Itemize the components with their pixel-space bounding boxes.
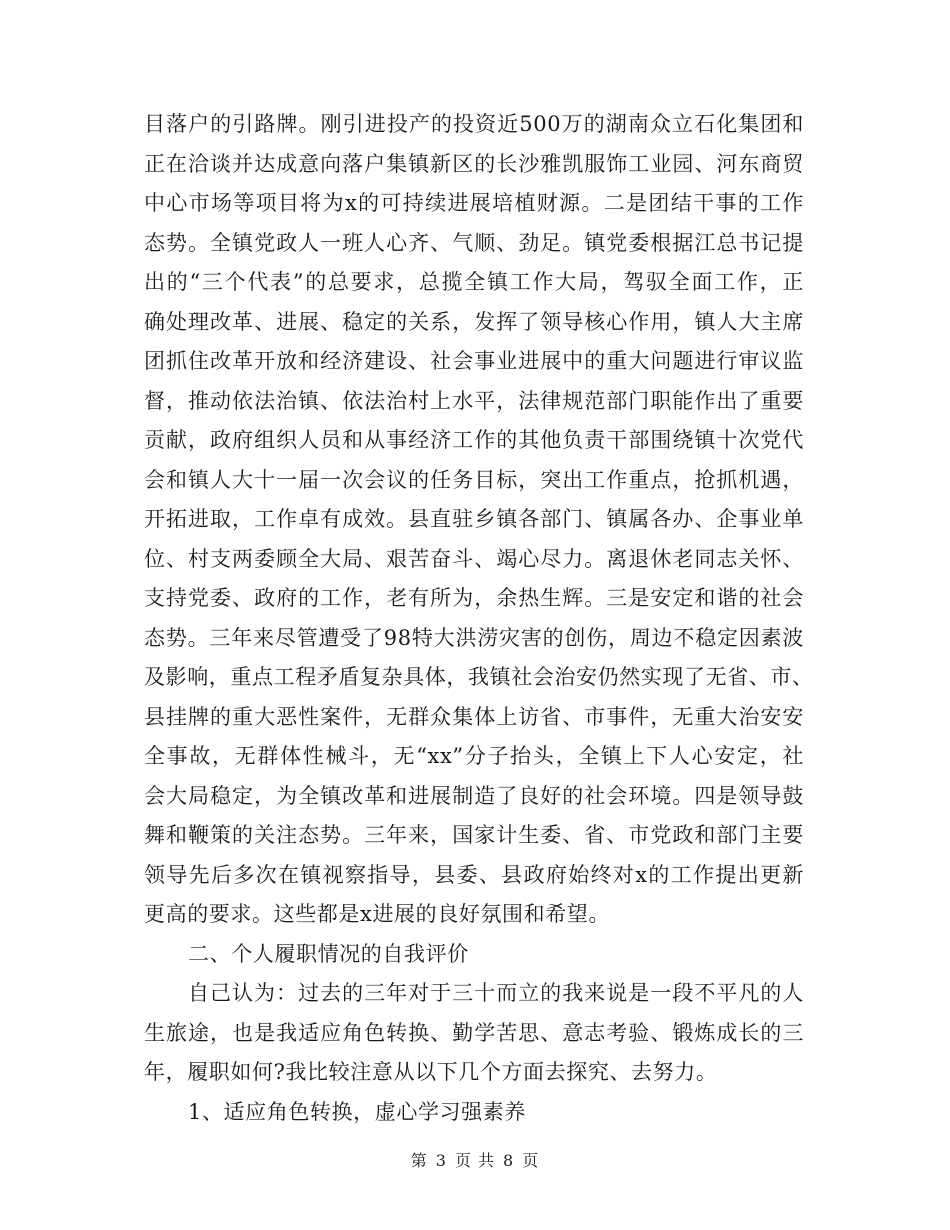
footer-total-pages: 8 [503, 1151, 515, 1170]
paragraph-line: 生旅途，也是我适应角色转换、勤学苦思、意志考验、锻炼成长的三 [144, 1020, 804, 1045]
paragraph-line: 正在洽谈并达成意向落户集镇新区的长沙雅凯服饰工业园、河东商贸 [144, 151, 804, 176]
paragraph-line: 中心市场等项目将为x的可持续进展培植财源。二是团结干事的工作 [144, 191, 804, 215]
paragraph-line: 出的“三个代表”的总要求，总揽全镇工作大局，驾驭全面工作，正 [144, 270, 804, 294]
paragraph-line: 态势。全镇党政人一班人心齐、气顺、劲足。镇党委根据江总书记提 [144, 230, 804, 255]
paragraph-line: 舞和鞭策的关注态势。三年来，国家计生委、省、市党政和部门主要 [144, 823, 804, 847]
paragraph-line: 更高的要求。这些都是x进展的良好氛围和希望。 [144, 902, 611, 926]
paragraph-line: 位、村支两委顾全大局、艰苦奋斗、竭心尽力。离退休老同志关怀、 [144, 546, 804, 571]
paragraph-line: 年，履职如何?我比较注意从以下几个方面去探究、去努力。 [144, 1060, 718, 1084]
paragraph-line: 支持党委、政府的工作，老有所为，余热生辉。三是安定和谐的社会 [144, 586, 804, 610]
document-body [144, 105, 814, 1132]
paragraph-line: 开拓进取，工作卓有成效。县直驻乡镇各部门、镇属各办、企事业单 [144, 507, 804, 531]
paragraph-line: 目落户的引路牌。刚引进投产的投资近500万的湖南众立石化集团和 [144, 112, 804, 136]
paragraph-line: 会大局稳定，为全镇改革和进展制造了良好的社会环境。四是领导鼓 [144, 783, 804, 808]
footer-prefix: 第 [410, 1151, 428, 1170]
section-heading: 二、个人履职情况的自我评价 [188, 941, 469, 966]
paragraph-line: 及影响，重点工程矛盾复杂具体，我镇社会治安仍然实现了无省、市、 [144, 665, 814, 689]
paragraph-line: 全事故，无群体性械斗，无“xx”分子抬头，全镇上下人心安定，社 [144, 744, 804, 768]
footer-middle: 页 共 [454, 1151, 496, 1170]
paragraph-line: 态势。三年来尽管遭受了98特大洪涝灾害的创伤，周边不稳定因素波 [144, 625, 804, 650]
paragraph-line: 确处理改革、进展、稳定的关系，发挥了领导核心作用，镇人大主席 [144, 309, 804, 334]
page-footer [0, 1148, 950, 1171]
footer-page-number: 3 [435, 1151, 447, 1170]
paragraph-line: 会和镇人大十一届一次会议的任务目标，突出工作重点，抢抓机遇， [144, 467, 804, 492]
paragraph-line: 贡献，政府组织人员和从事经济工作的其他负责干部围绕镇十次党代 [144, 428, 804, 452]
paragraph-line: 县挂牌的重大恶性案件，无群众集体上访省、市事件，无重大治安安 [144, 704, 804, 729]
paragraph-line: 自己认为：过去的三年对于三十而立的我来说是一段不平凡的人 [188, 981, 804, 1005]
subheading: 1、适应角色转换，虚心学习强素养 [188, 1099, 526, 1124]
footer-suffix: 页 [522, 1151, 540, 1170]
paragraph-line: 团抓住改革开放和经济建设、社会事业进展中的重大问题进行审议监 [144, 349, 804, 373]
paragraph-line: 领导先后多次在镇视察指导，县委、县政府始终对x的工作提出更新 [144, 862, 804, 887]
paragraph-line: 督，推动依法治镇、依法治村上水平，法律规范部门职能作出了重要 [144, 388, 804, 413]
